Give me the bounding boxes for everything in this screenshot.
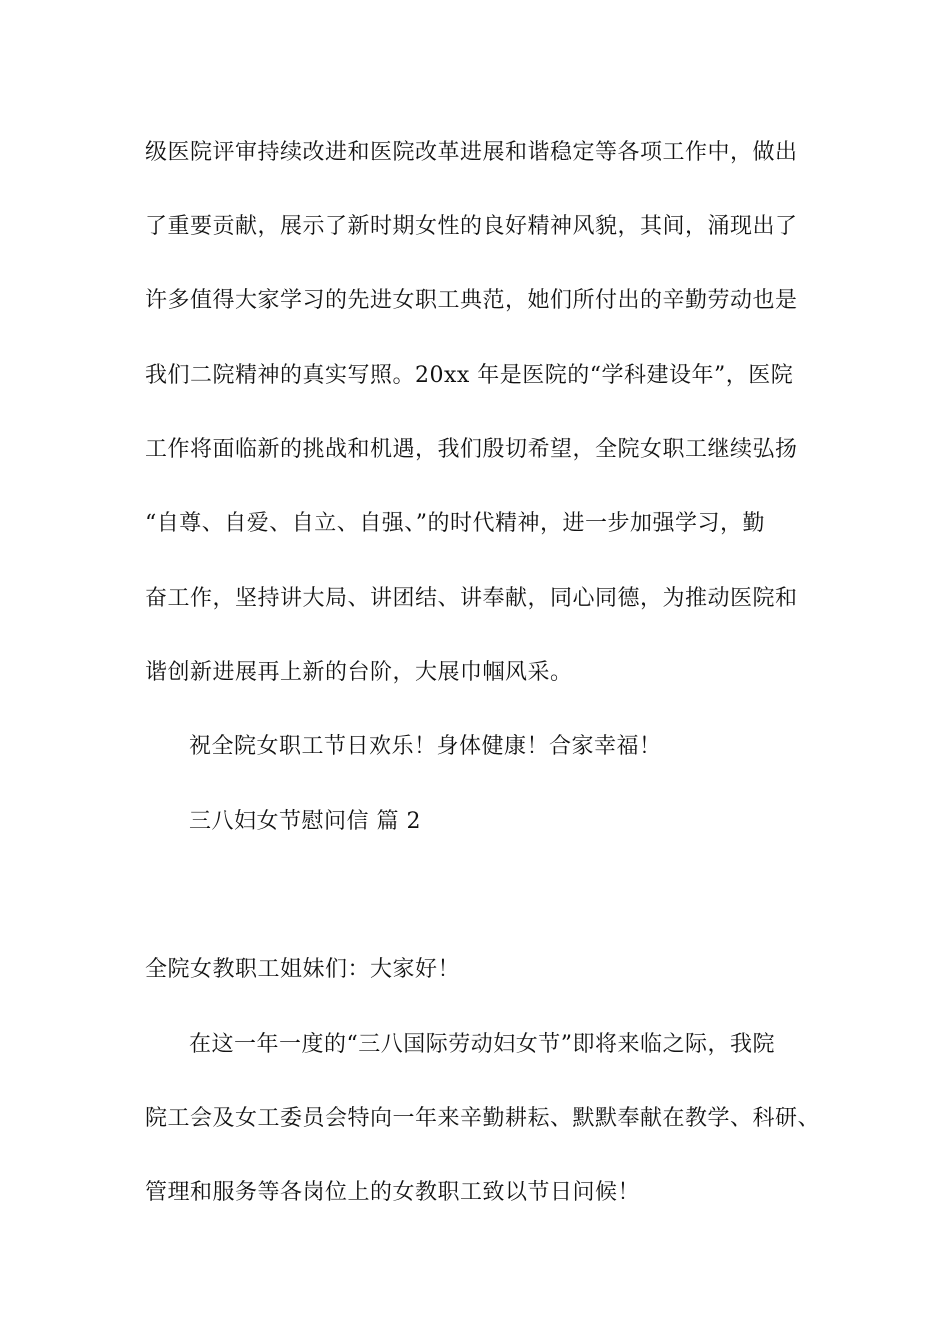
paragraph-line: 院工会及女工委员会特向一年来辛勤耕耘、默默奉献在教学、科研、 <box>145 1106 821 1131</box>
wishes-line: 祝全院女职工节日欢乐！身体健康！合家幸福！ <box>189 734 662 759</box>
paragraph-line: 了重要贡献，展示了新时期女性的良好精神风貌，其间，涌现出了 <box>145 214 798 239</box>
paragraph-line: 管理和服务等各岗位上的女教职工致以节日问候！ <box>145 1180 641 1205</box>
paragraph-line: 工作将面临新的挑战和机遇，我们殷切希望，全院女职工继续弘扬 <box>145 437 798 462</box>
salutation: 全院女教职工姐妹们：大家好！ <box>145 957 461 982</box>
paragraph-line: 在这一年一度的“三八国际劳动妇女节”即将来临之际，我院 <box>189 1032 775 1057</box>
paragraph-line: 级医院评审持续改进和医院改革进展和谐稳定等各项工作中，做出 <box>145 140 798 165</box>
paragraph-line: 谐创新进展再上新的台阶，大展巾帼风采。 <box>145 660 573 685</box>
paragraph-line: “自尊、自爱、自立、自强、”的时代精神，进一步加强学习，勤 <box>145 511 765 536</box>
section-title: 三八妇女节慰问信 篇 2 <box>189 809 421 834</box>
paragraph-line: 许多值得大家学习的先进女职工典范，她们所付出的辛勤劳动也是 <box>145 288 798 313</box>
paragraph-line: 奋工作，坚持讲大局、讲团结、讲奉献，同心同德，为推动医院和 <box>145 586 798 611</box>
paragraph-line: 我们二院精神的真实写照。20xx 年是医院的“学科建设年”，医院 <box>145 363 794 388</box>
